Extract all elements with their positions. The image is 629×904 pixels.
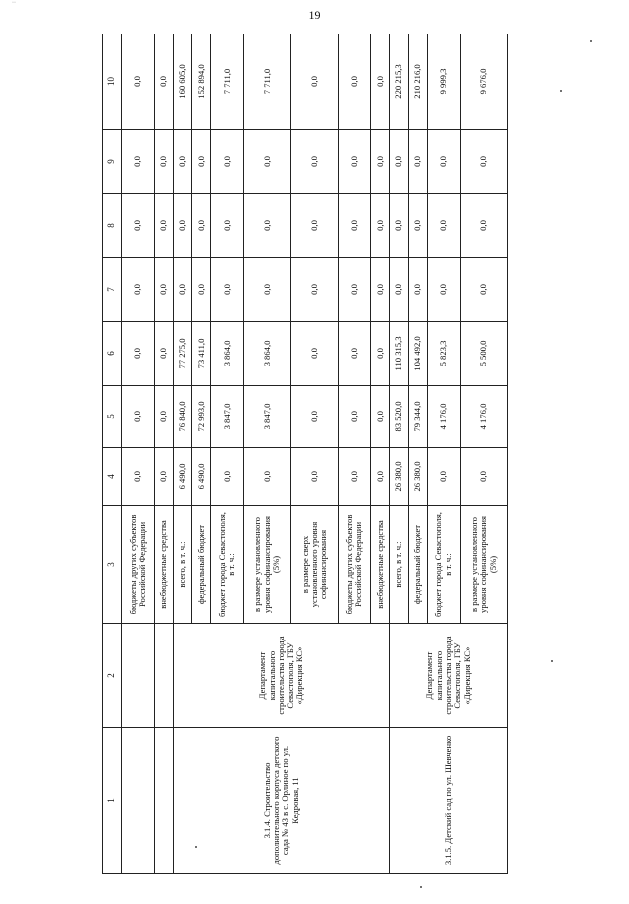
value-cell: 0,0 <box>338 386 371 448</box>
value-cell: 0,0 <box>122 130 155 194</box>
value-cell: 5 823,3 <box>427 322 460 386</box>
column-number-row <box>103 34 122 874</box>
value-cell: 0,0 <box>338 194 371 258</box>
value-cell: 0,0 <box>122 258 155 322</box>
value-cell: 0,0 <box>211 194 244 258</box>
value-cell: 26 380,0 <box>409 448 428 506</box>
value-cell: 7 711,0 <box>211 34 244 130</box>
funding-source: бюджеты других субъектов Российской Федерации <box>338 506 371 624</box>
value-cell: 0,0 <box>338 448 371 506</box>
value-cell: 0,0 <box>173 130 192 194</box>
column-number: 3 <box>103 506 122 624</box>
value-cell: 0,0 <box>390 194 409 258</box>
table-row <box>173 34 192 874</box>
project-executor: Департамент капитального строительства города Севастополя, ГБУ «Дирекция КС» <box>173 624 390 728</box>
value-cell: 6 490,0 <box>173 448 192 506</box>
value-cell: 0,0 <box>122 448 155 506</box>
value-cell: 9 676,0 <box>460 34 507 130</box>
value-cell: 0,0 <box>460 258 507 322</box>
column-number: 10 <box>103 34 122 130</box>
project-name: 3.1.5. Детский сад по ул. Шевченко <box>390 728 508 874</box>
column-number: 1 <box>103 728 122 874</box>
value-cell: 0,0 <box>122 194 155 258</box>
scan-speck <box>560 90 562 92</box>
funding-source: всего, в т. ч.: <box>173 506 192 624</box>
value-cell: 0,0 <box>390 130 409 194</box>
value-cell: 0,0 <box>211 130 244 194</box>
value-cell: 0,0 <box>338 258 371 322</box>
value-cell: 0,0 <box>154 386 173 448</box>
value-cell: 210 216,0 <box>409 34 428 130</box>
column-number: 4 <box>103 448 122 506</box>
value-cell: 72 993,0 <box>192 386 211 448</box>
value-cell: 0,0 <box>460 194 507 258</box>
table-row <box>154 34 173 874</box>
funding-source: бюджет города Севастополя, в т. ч.: <box>211 506 244 624</box>
continued-cell <box>122 624 155 728</box>
value-cell: 0,0 <box>409 258 428 322</box>
value-cell: 0,0 <box>211 448 244 506</box>
value-cell: 0,0 <box>291 322 338 386</box>
column-number: 7 <box>103 258 122 322</box>
funding-source: в размере установленного уровня софинансирования (5%) <box>460 506 507 624</box>
funding-source: внебюджетные средства <box>371 506 390 624</box>
value-cell: 0,0 <box>371 322 390 386</box>
value-cell: 0,0 <box>154 34 173 130</box>
value-cell: 160 605,0 <box>173 34 192 130</box>
value-cell: 0,0 <box>460 448 507 506</box>
value-cell: 0,0 <box>122 322 155 386</box>
value-cell: 3 847,0 <box>244 386 291 448</box>
value-cell: 79 344,0 <box>409 386 428 448</box>
scan-speck <box>195 846 197 848</box>
value-cell: 4 176,0 <box>460 386 507 448</box>
value-cell: 220 215,3 <box>390 34 409 130</box>
value-cell: 0,0 <box>192 194 211 258</box>
value-cell: 0,0 <box>192 258 211 322</box>
column-number: 5 <box>103 386 122 448</box>
funding-source: в размере сверх установленного уровня софинансирования <box>291 506 338 624</box>
value-cell: 0,0 <box>244 130 291 194</box>
value-cell: 0,0 <box>390 258 409 322</box>
value-cell: 3 847,0 <box>211 386 244 448</box>
value-cell: 0,0 <box>460 130 507 194</box>
value-cell: 0,0 <box>371 130 390 194</box>
value-cell: 0,0 <box>211 258 244 322</box>
value-cell: 0,0 <box>154 448 173 506</box>
value-cell: 0,0 <box>291 386 338 448</box>
funding-source: федеральный бюджет <box>192 506 211 624</box>
value-cell: 3 864,0 <box>244 322 291 386</box>
funding-source: всего, в т. ч.: <box>390 506 409 624</box>
value-cell: 26 380,0 <box>390 448 409 506</box>
value-cell: 0,0 <box>409 194 428 258</box>
value-cell: 0,0 <box>427 448 460 506</box>
value-cell: 110 315,3 <box>390 322 409 386</box>
value-cell: 0,0 <box>291 34 338 130</box>
value-cell: 0,0 <box>371 386 390 448</box>
value-cell: 0,0 <box>244 194 291 258</box>
value-cell: 3 864,0 <box>211 322 244 386</box>
value-cell: 77 275,0 <box>173 322 192 386</box>
funding-source: бюджет города Севастополя, в т. ч.: <box>427 506 460 624</box>
value-cell: 0,0 <box>338 322 371 386</box>
value-cell: 7 711,0 <box>244 34 291 130</box>
value-cell: 0,0 <box>154 130 173 194</box>
value-cell: 9 999,3 <box>427 34 460 130</box>
value-cell: 0,0 <box>291 130 338 194</box>
value-cell: 0,0 <box>291 258 338 322</box>
rotated-table-wrapper <box>102 34 508 874</box>
value-cell: 0,0 <box>244 448 291 506</box>
page-number: 19 <box>308 8 321 22</box>
column-number: 9 <box>103 130 122 194</box>
scan-speck <box>420 886 422 888</box>
value-cell: 0,0 <box>371 448 390 506</box>
value-cell: 0,0 <box>154 258 173 322</box>
value-cell: 0,0 <box>371 194 390 258</box>
value-cell: 0,0 <box>173 258 192 322</box>
project-executor: Департамент капитального строительства города Севастополя, ГБУ «Дирекция КС» <box>390 624 508 728</box>
funding-source: федеральный бюджет <box>409 506 428 624</box>
value-cell: 0,0 <box>244 258 291 322</box>
value-cell: 0,0 <box>154 194 173 258</box>
value-cell: 0,0 <box>291 448 338 506</box>
value-cell: 0,0 <box>427 130 460 194</box>
value-cell: 152 894,0 <box>192 34 211 130</box>
scan-corner-mark: ·· <box>12 0 16 6</box>
value-cell: 76 840,0 <box>173 386 192 448</box>
value-cell: 0,0 <box>122 34 155 130</box>
value-cell: 4 176,0 <box>427 386 460 448</box>
funding-source: внебюджетные средства <box>154 506 173 624</box>
funding-source: в размере установленного уровня софинансирования (5%) <box>244 506 291 624</box>
value-cell: 0,0 <box>154 322 173 386</box>
funding-table <box>102 34 508 874</box>
value-cell: 6 490,0 <box>192 448 211 506</box>
value-cell: 0,0 <box>409 130 428 194</box>
project-name: 3.1.4. Строительство дополнительного корпуса детского сада № 43 в с. Орлиное по ул. Кедровая, 11 <box>173 728 390 874</box>
value-cell: 0,0 <box>338 34 371 130</box>
value-cell: 0,0 <box>338 130 371 194</box>
value-cell: 0,0 <box>173 194 192 258</box>
value-cell: 0,0 <box>371 258 390 322</box>
column-number: 2 <box>103 624 122 728</box>
value-cell: 0,0 <box>291 194 338 258</box>
value-cell: 5 500,0 <box>460 322 507 386</box>
value-cell: 0,0 <box>192 130 211 194</box>
value-cell: 0,0 <box>122 386 155 448</box>
scan-speck <box>590 40 592 42</box>
table-row <box>122 34 155 874</box>
table-frame <box>102 34 508 874</box>
column-number: 6 <box>103 322 122 386</box>
value-cell: 73 411,0 <box>192 322 211 386</box>
funding-source: бюджеты других субъектов Российской Федерации <box>122 506 155 624</box>
value-cell: 0,0 <box>427 194 460 258</box>
column-number: 8 <box>103 194 122 258</box>
continued-cell <box>122 728 155 874</box>
table-row <box>390 34 409 874</box>
scan-speck <box>551 660 553 662</box>
continued-cell <box>154 624 173 728</box>
continued-cell <box>154 728 173 874</box>
value-cell: 0,0 <box>371 34 390 130</box>
value-cell: 83 520,0 <box>390 386 409 448</box>
value-cell: 104 492,0 <box>409 322 428 386</box>
value-cell: 0,0 <box>427 258 460 322</box>
